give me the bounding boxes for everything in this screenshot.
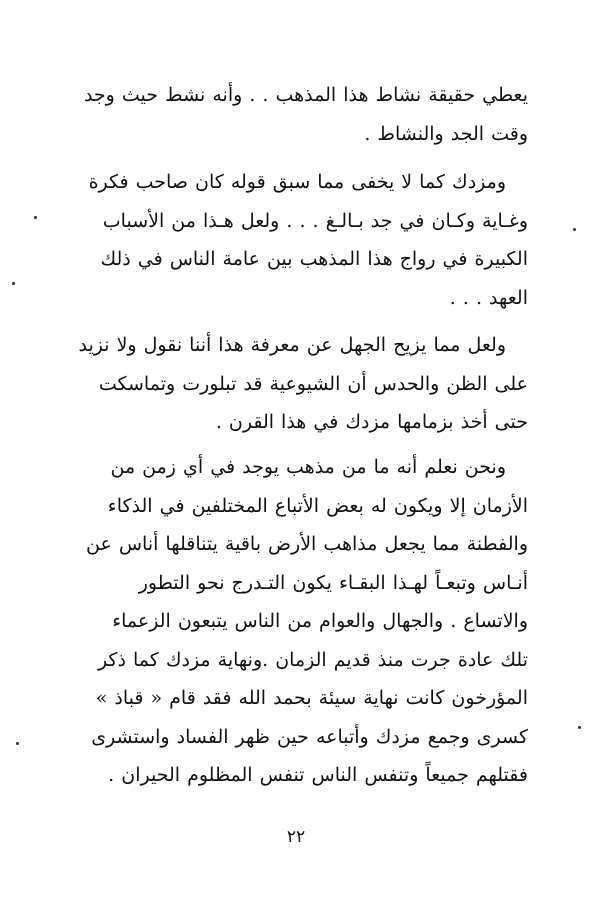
paragraph-line: وغـاية وكـان في جد بـالـغ . . . ولعل هـذا من الأسباب bbox=[102, 209, 528, 232]
paragraph-line: على الظن والحدس أن الشيوعية قد تبلورت وتماسكت bbox=[98, 372, 528, 395]
paragraph-line: والفطنة مما يجعل مذاهب الأرض باقية يتناقلها أناس عن bbox=[86, 533, 528, 555]
paragraph-line: ولعل مما يزيح الجهل عن معرفة هذا أننا نقول ولا نزيد bbox=[78, 334, 506, 356]
paragraph-line: فقتلهم جميعاً وتنفس الناس تنفس المظلوم الحيران . bbox=[108, 764, 528, 786]
paragraph-line: حتى أخذ بزمامها مزدك في هذا القرن . bbox=[215, 411, 528, 433]
scan-speck bbox=[578, 726, 581, 729]
paragraph-line: كسرى وجمع مزدك وأتباعه حين ظهر الفساد واستشرى bbox=[91, 725, 528, 748]
paragraph-1 bbox=[70, 76, 528, 153]
paragraph-line: يعطي حقيقة نشاط هذا المذهب . . وأنه نشط حيث وجد bbox=[83, 84, 528, 106]
scan-speck bbox=[34, 216, 37, 219]
paragraph-3 bbox=[70, 326, 528, 442]
paragraph-4 bbox=[70, 448, 528, 795]
paragraph-line: الأزمان إلا ويكون له بعض الأتباع المختلفين في الذكاء bbox=[107, 494, 528, 517]
paragraph-line: وقت الجد والنشاط . bbox=[364, 122, 528, 145]
paragraph-line: تلك عادة جرت منذ قديم الزمان .ونهاية مزدك كما ذكر bbox=[97, 648, 528, 671]
paragraph-line: المؤرخون كانت نهاية سيئة بحمد الله فقد قام « قباذ » bbox=[95, 687, 528, 709]
paragraph-line: ونحن نعلم أنه ما من مذهب يوجد في أي زمن من bbox=[110, 456, 506, 478]
paragraph-line: الكبيرة في رواج هذا المذهب بين عامة الناس في ذلك bbox=[100, 248, 528, 270]
page-number: ٢٢ bbox=[286, 827, 306, 847]
paragraph-line: والاتساع . والجهال والعوام من الناس يتبعون الزعماء bbox=[112, 610, 528, 632]
scan-speck bbox=[16, 742, 19, 745]
scan-speck bbox=[573, 228, 576, 231]
paragraph-line: العهد . . . bbox=[449, 286, 528, 309]
scan-speck bbox=[12, 282, 15, 285]
paragraph-2 bbox=[70, 163, 528, 317]
paragraph-line: أنـاس وتبعـاً لهـذا البقـاء يكون التـدرج نحو التطور bbox=[138, 571, 528, 594]
paragraph-line: ومزدك كما لا يخفى مما سبق قوله كان صاحب فكرة bbox=[88, 171, 506, 193]
